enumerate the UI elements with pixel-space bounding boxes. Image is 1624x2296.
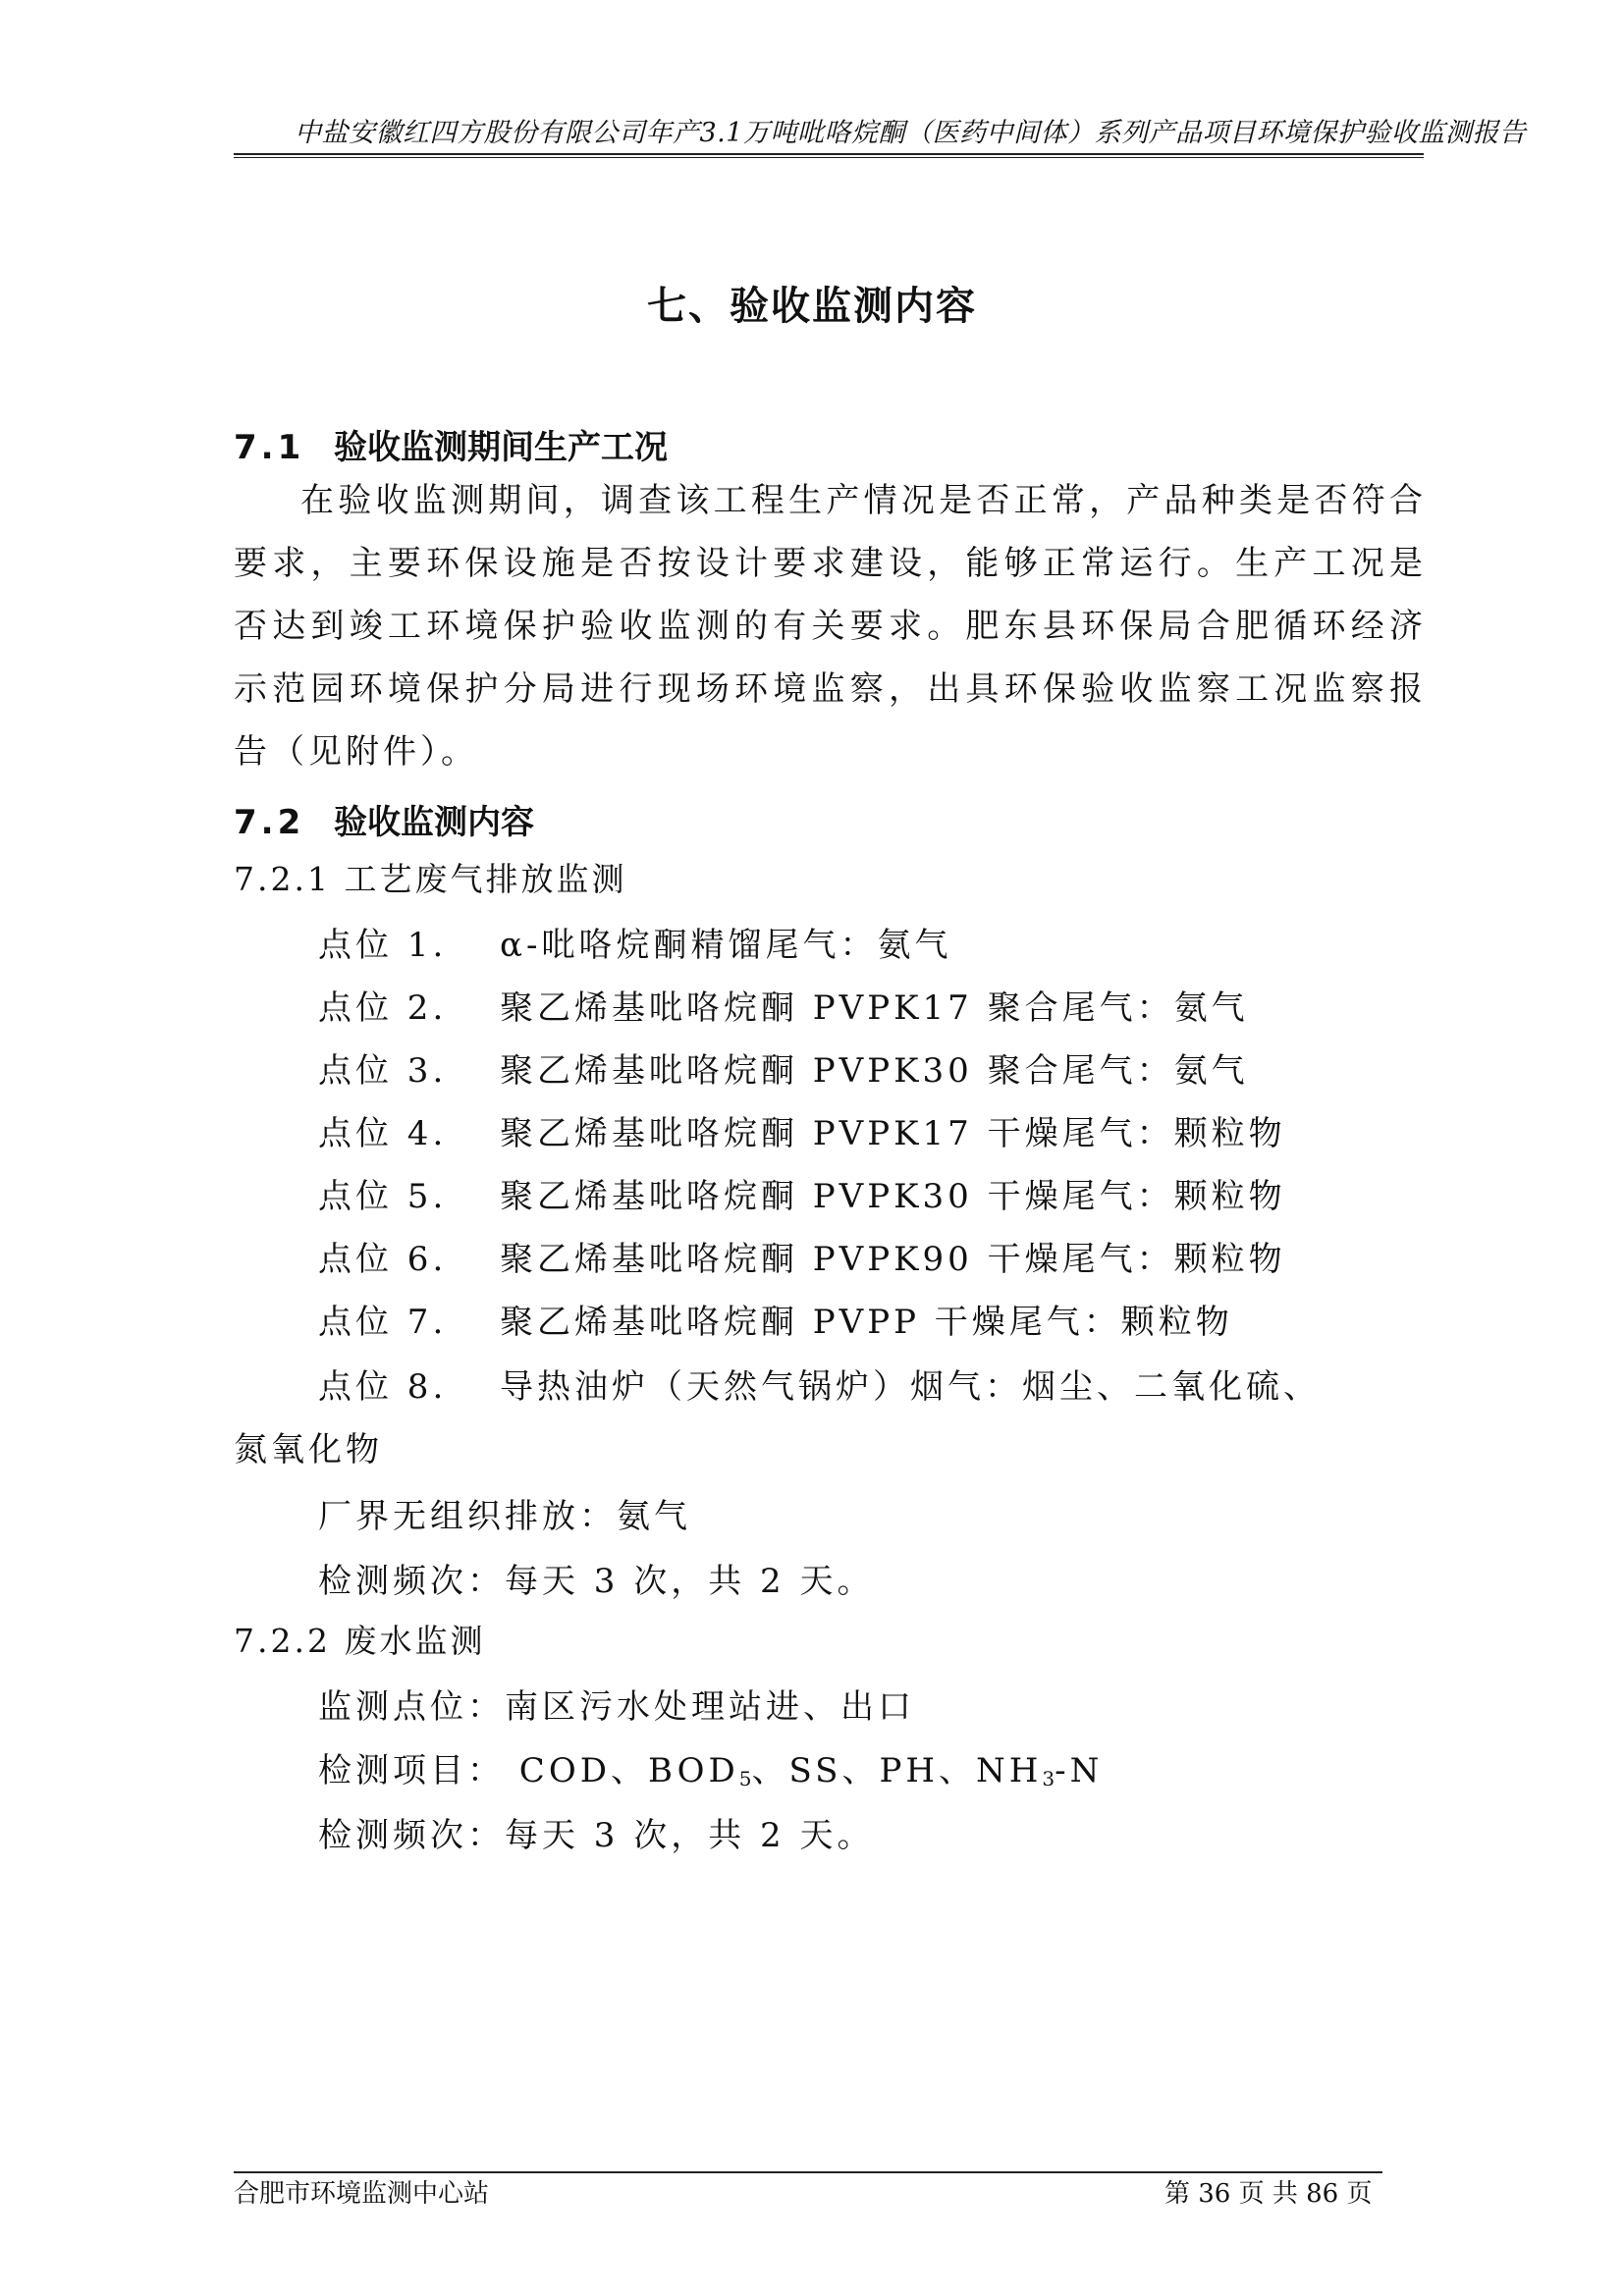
monitoring-point — [318, 1232, 1286, 1280]
point-text: 聚乙烯基吡咯烷酮 PVPK17 聚合尾气：氨气 — [500, 988, 1249, 1028]
section-number: 7.1 — [234, 428, 305, 467]
section-7-1-body: 在验收监测期间，调查该工程生产情况是否正常，产品种类是否符合要求，主要环保设施是否按设计要求建设，能够正常运行。生产工况是否达到竣工环境保护验收监测的有关要求。肥东县环保局合肥循环经济示范园环境保护分局进行现场环境监察，出具环保验收监察工况监察报告（见附件）。 — [234, 481, 1427, 772]
wastewater-points: 监测点位：南区污水处理站进、出口 — [318, 1687, 915, 1727]
monitoring-point — [318, 1106, 1286, 1154]
point-text: 聚乙烯基吡咯烷酮 PVPK90 干燥尾气：颗粒物 — [500, 1240, 1286, 1279]
section-7-2-2-heading: 7.2.2 废水监测 — [234, 1622, 486, 1660]
header-rule-thin — [234, 157, 1424, 158]
point-label: 点位 1. — [318, 926, 448, 965]
monitoring-point — [318, 1043, 1249, 1092]
monitoring-point — [318, 1360, 1321, 1408]
items-prefix: 检测项目： COD、BOD — [318, 1751, 739, 1790]
section-number: 7.2 — [234, 803, 305, 842]
header-rule — [234, 153, 1424, 155]
point-label: 点位 3. — [318, 1051, 448, 1091]
bod-subscript: 5 — [738, 1767, 752, 1790]
footer-organization: 合肥市环境监测中心站 — [234, 2179, 490, 2209]
running-header: 中盐安徽红四方股份有限公司年产3.1万吨吡咯烷酮（医药中间体）系列产品项目环境保护验收监测报告 — [295, 118, 1527, 148]
section-title: 验收监测内容 — [334, 803, 534, 842]
point-label: 点位 7. — [318, 1303, 448, 1342]
gas-frequency: 检测频次：每天 3 次，共 2 天。 — [318, 1562, 875, 1601]
point-label: 点位 8. — [318, 1367, 448, 1407]
point-text: 聚乙烯基吡咯烷酮 PVPK30 聚合尾气：氨气 — [500, 1051, 1249, 1091]
point-label: 点位 6. — [318, 1240, 448, 1279]
point-text: α-吡咯烷酮精馏尾气：氨气 — [500, 926, 952, 965]
point-text: 聚乙烯基吡咯烷酮 PVPP 干燥尾气：颗粒物 — [500, 1303, 1233, 1342]
point-8-continuation: 氮氧化物 — [234, 1430, 383, 1469]
monitoring-point — [318, 918, 951, 966]
footer-page-number: 第 36 页 共 86 页 — [1164, 2179, 1373, 2209]
chapter-title: 七、验收监测内容 — [647, 284, 977, 329]
items-mid: 、SS、PH、NH — [751, 1751, 1043, 1790]
monitoring-point — [318, 1295, 1233, 1343]
point-text: 聚乙烯基吡咯烷酮 PVPK30 干燥尾气：颗粒物 — [500, 1177, 1286, 1216]
fugitive-emission: 厂界无组织排放：氨气 — [318, 1497, 691, 1536]
nh-subscript: 3 — [1042, 1767, 1056, 1790]
section-7-2-heading — [234, 795, 534, 843]
point-label: 点位 2. — [318, 988, 448, 1028]
wastewater-frequency: 检测频次：每天 3 次，共 2 天。 — [318, 1816, 875, 1855]
section-7-1-heading — [234, 420, 668, 468]
section-title: 验收监测期间生产工况 — [334, 428, 668, 467]
point-text: 聚乙烯基吡咯烷酮 PVPK17 干燥尾气：颗粒物 — [500, 1114, 1286, 1153]
point-text: 导热油炉（天然气锅炉）烟气：烟尘、二氧化硫、 — [500, 1367, 1321, 1407]
point-label: 点位 5. — [318, 1177, 448, 1216]
point-label: 点位 4. — [318, 1114, 448, 1153]
items-suffix: -N — [1055, 1751, 1104, 1790]
section-7-2-1-heading: 7.2.1 工艺废气排放监测 — [234, 860, 627, 898]
monitoring-point — [318, 981, 1249, 1029]
monitoring-point — [318, 1169, 1286, 1217]
wastewater-items — [318, 1743, 1103, 1791]
